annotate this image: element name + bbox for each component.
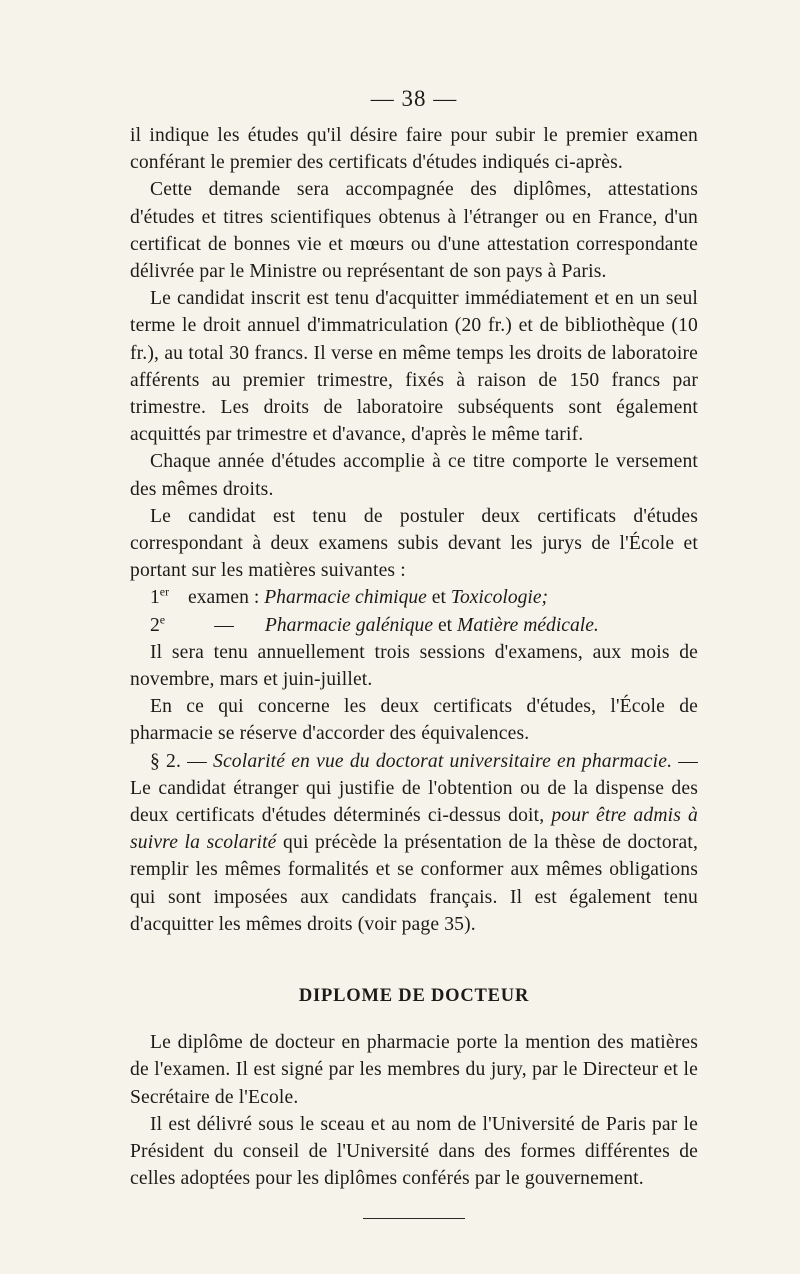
exam-number: 1er <box>150 584 170 609</box>
section-text: — Le candidat étranger qui justifie de l'obtention ou de la dispense des deux certificats d'études déterminés ci-dessus doit, <box>130 750 698 827</box>
end-rule-divider <box>363 1218 465 1219</box>
exam-number: 2e <box>150 612 166 636</box>
section-heading: DIPLOME DE DOCTEUR <box>298 986 530 1007</box>
paragraph: Cette demande sera accompagnée des diplômes, attestations d'études et titres scientifiques obtenus à l'étranger ou en France, d'un certificat de bonnes vie et mœurs ou d'une attestation correspondante délivrée par le Ministre ou représentant de son pays à Paris. <box>130 179 698 283</box>
page-number: — 38 — <box>370 86 458 111</box>
paragraph: En ce qui concerne les deux certificats d'études, l'École de pharmacie se réserve d'accorder des équivalences. <box>130 696 698 745</box>
paragraph: Chaque année d'études accomplie à ce titre comporte le versement des mêmes droits. <box>130 451 698 500</box>
exam-word: — <box>214 614 234 636</box>
exam-subject: Pharmacie galénique <box>264 614 434 636</box>
exam-conjunction: et <box>431 587 446 609</box>
paragraph: il indique les études qu'il désire faire pour subir le premier examen conférant le premier des certificats d'études indiqués ci-après. <box>130 125 698 174</box>
exam-list-item <box>130 612 698 639</box>
paragraph: Le diplôme de docteur en pharmacie porte la mention des matières de l'examen. Il est signé par les membres du jury, par le Directeur et le Secrétaire de l'Ecole. <box>130 1032 698 1108</box>
section-text: qui précède la présentation de la thèse de doctorat, remplir les mêmes formalités et se conformer aux mêmes obligations qui sont imposées aux candidats français. Il est également tenu d'acquitter les mêmes droits (voir page 35). <box>130 832 698 935</box>
exam-subject: Matière médicale. <box>457 614 599 636</box>
exam-subject: Toxicologie; <box>450 587 549 609</box>
section-2-paragraph <box>130 748 698 938</box>
document-page <box>130 86 698 1219</box>
exam-conjunction: et <box>437 614 453 636</box>
section-emphasis: pour être admis à suivre la scolarité <box>130 805 699 854</box>
section-mark: § 2. — <box>150 750 207 772</box>
paragraph: Le candidat est tenu de postuler deux certificats d'études correspondant à deux examens subis devant les jurys de l'École et portant sur les matières suivantes : <box>130 505 698 582</box>
paragraph: Il est délivré sous le sceau et au nom de l'Université de Paris par le Président du conseil de l'Université dans des formes différentes de celles adoptées pour les diplômes conférés par le gouvernement. <box>130 1113 698 1190</box>
paragraph: Il sera tenu annuellement trois sessions d'examens, aux mois de novembre, mars et juin-juillet. <box>130 641 698 691</box>
exam-word: examen : <box>188 587 260 609</box>
exam-subject: Pharmacie chimique <box>264 587 427 609</box>
exam-list-item <box>130 584 698 611</box>
paragraph: Le candidat inscrit est tenu d'acquitter immédiatement et en un seul terme le droit annuel d'immatriculation (20 fr.) et de bibliothèque (10 fr.), au total 30 francs. Il verse en même temps les droits de laboratoire afférents au premier trimestre, fixés à raison de 150 francs par trimestre. Les droits de laboratoire subséquents sont également acquittés par trimestre et d'avance, d'après le même tarif. <box>130 288 698 446</box>
section-title: Scolarité en vue du doctorat universitaire en pharmacie. <box>213 750 673 772</box>
